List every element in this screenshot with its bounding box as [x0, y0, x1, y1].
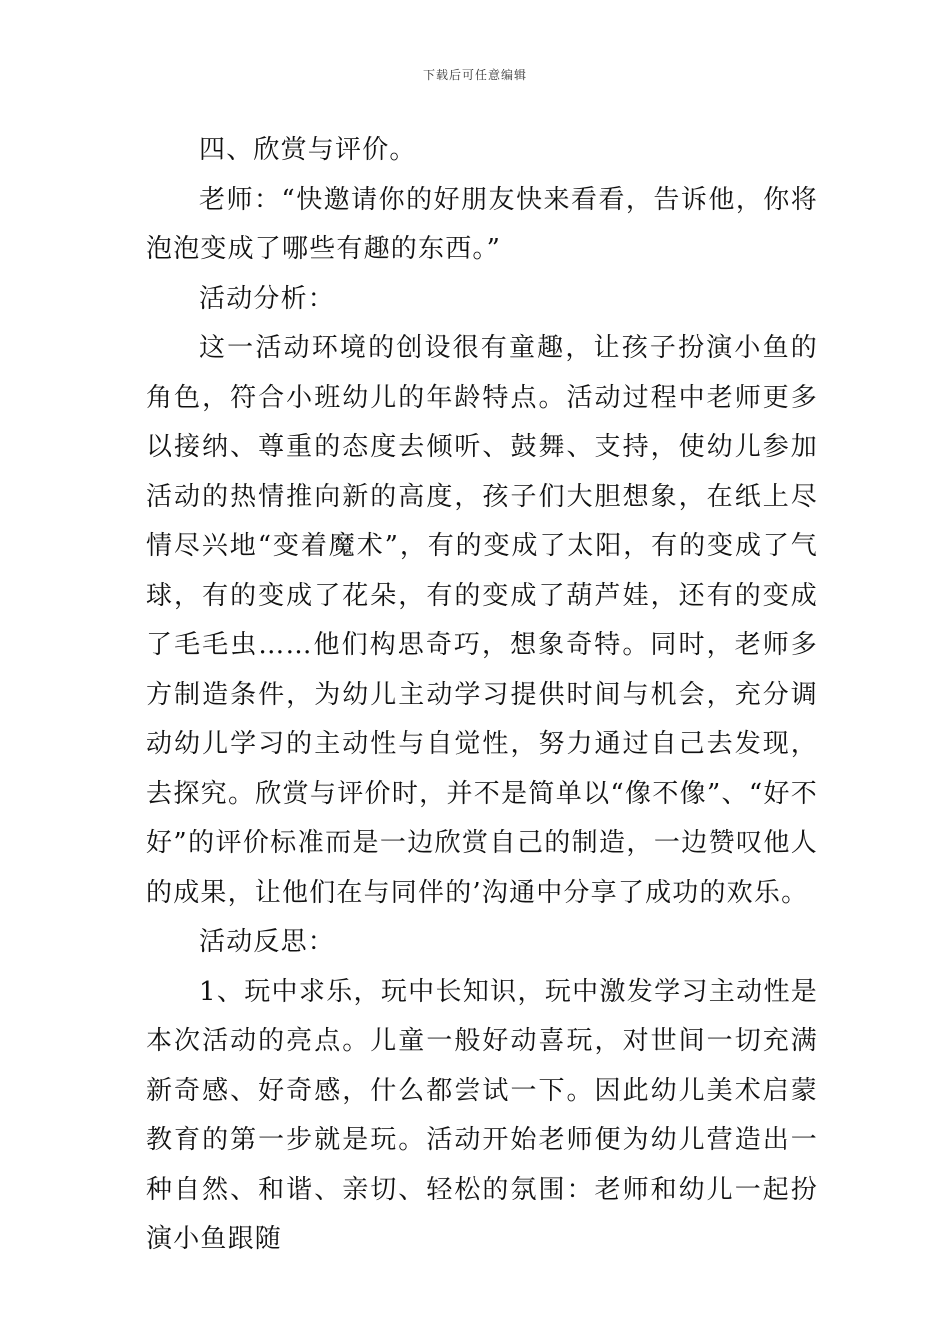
teacher-quote-paragraph: 老师：“快邀请你的好朋友快来看看，告诉他，你将泡泡变成了哪些有趣的东西。”	[146, 184, 818, 264]
analysis-paragraph: 这一活动环境的创设很有童趣，让孩子扮演小鱼的角色，符合小班幼儿的年龄特点。活动过程中老师更多以接纳、尊重的态度去倾听、鼓舞、支持，使幼儿参加活动的热情推向新的高度，孩子们大胆想象，在纸上尽情尽兴地“变着魔术”，有的变成了太阳，有的变成了气球，有的变成了花朵，有的变成了葫芦娃，还有的变成了毛毛虫……他们构思奇巧，想象奇特。同时，老师多方制造条件，为幼儿主动学习提供时间与机会，充分调动幼儿学习的主动性与自觉性，努力通过自己去发现，去探究。欣赏与评价时，并不是简单以“像不像”、“好不好”的评价标准而是一边欣赏自己的制造，一边赞叹他人的成果，让他们在与同伴的’沟通中分享了成功的欢乐。	[146, 333, 818, 908]
header-note: 下载后可任意编辑	[422, 68, 527, 82]
analysis-heading: 活动分析：	[199, 283, 336, 314]
reflection-heading: 活动反思：	[199, 927, 336, 957]
reflection-paragraph-1: 1、玩中求乐，玩中长知识，玩中激发学习主动性是本次活动的亮点。儿童一般好动喜玩，对世间一切充满新奇感、好奇感，什么都尝试一下。因此幼儿美术启蒙教育的第一步就是玩。活动开始老师便为幼儿营造出一种自然、和谐、亲切、轻松的氛围：老师和幼儿一起扮演小鱼跟随	[146, 976, 818, 1254]
document-body	[146, 126, 818, 1265]
section-heading-appreciation: 四、欣赏与评价。	[199, 135, 417, 165]
